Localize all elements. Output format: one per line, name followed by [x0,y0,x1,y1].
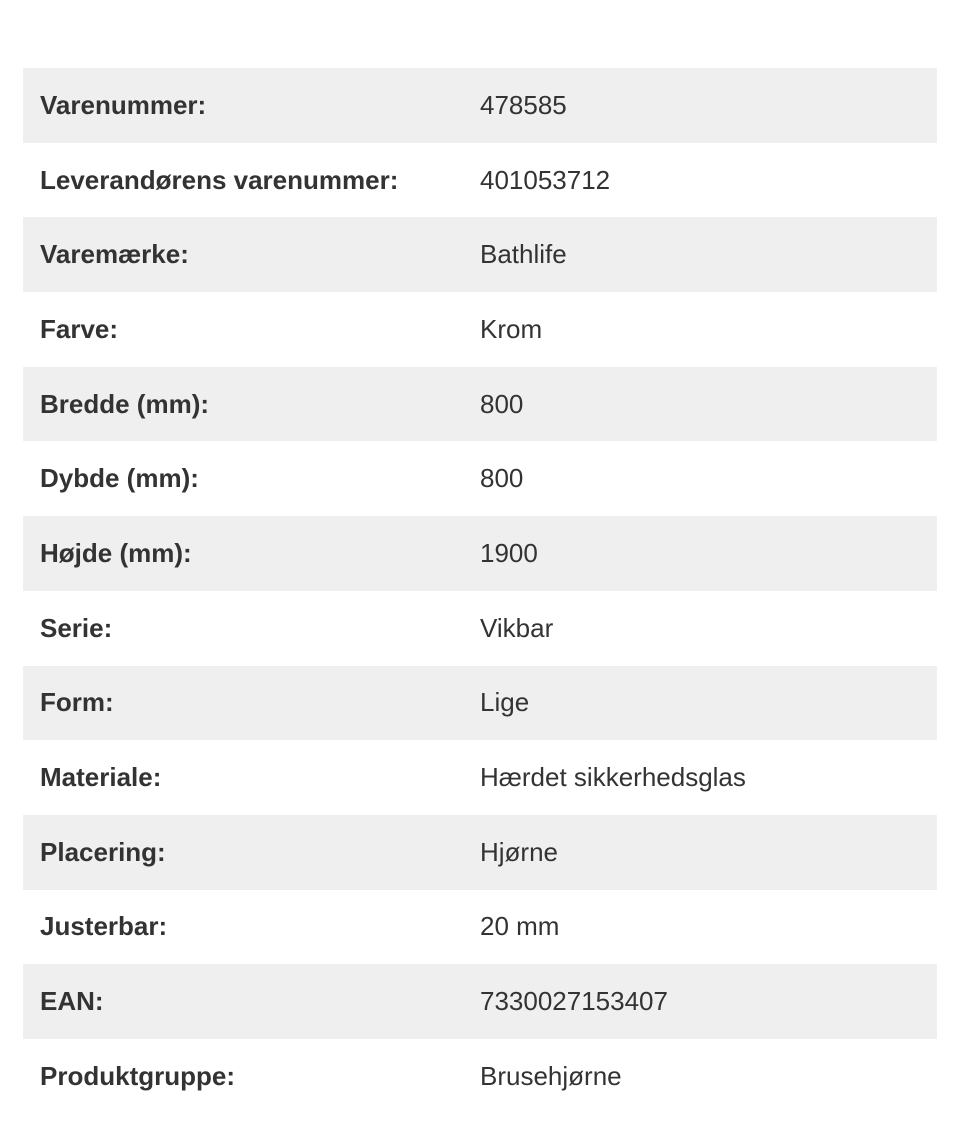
spec-label: Bredde (mm): [40,388,210,419]
spec-value: Krom [480,313,543,344]
spec-value: 7330027153407 [480,986,668,1017]
spec-row-product-group [23,1039,937,1114]
spec-row-item-number [23,68,937,143]
spec-label: Serie: [40,612,113,643]
spec-label: Dybde (mm): [40,463,199,494]
spec-label: Varemærke: [40,239,189,270]
spec-row-ean [23,964,937,1039]
spec-value: Vikbar [480,612,554,643]
spec-label: Leverandørens varenummer: [40,164,399,195]
spec-value: 1900 [480,537,538,568]
spec-value: Brusehjørne [480,1060,622,1091]
spec-value: 800 [480,388,524,419]
spec-row-shape [23,666,937,741]
spec-row-placement [23,815,937,890]
spec-label: Materiale: [40,762,162,793]
spec-label: Varenummer: [40,89,207,120]
spec-label: EAN: [40,986,104,1017]
spec-value: 800 [480,463,524,494]
spec-label: Højde (mm): [40,537,192,568]
spec-row-color [23,292,937,367]
spec-label: Placering: [40,836,166,867]
spec-value: Hjørne [480,836,559,867]
spec-row-height [23,516,937,591]
spec-label: Justerbar: [40,911,168,942]
spec-value: 20 mm [480,911,560,942]
spec-row-material [23,740,937,815]
spec-value: 401053712 [480,164,611,195]
spec-row-series [23,591,937,666]
spec-value: 478585 [480,89,567,120]
spec-row-depth [23,441,937,516]
spec-row-supplier-number [23,143,937,218]
spec-value: Lige [480,687,530,718]
spec-row-brand [23,217,937,292]
spec-label: Produktgruppe: [40,1060,235,1091]
spec-row-width [23,367,937,442]
product-spec-table [23,68,937,1114]
spec-label: Form: [40,687,114,718]
spec-value: Hærdet sikkerhedsglas [480,762,746,793]
spec-row-adjustable [23,890,937,965]
spec-label: Farve: [40,313,119,344]
spec-value: Bathlife [480,239,567,270]
